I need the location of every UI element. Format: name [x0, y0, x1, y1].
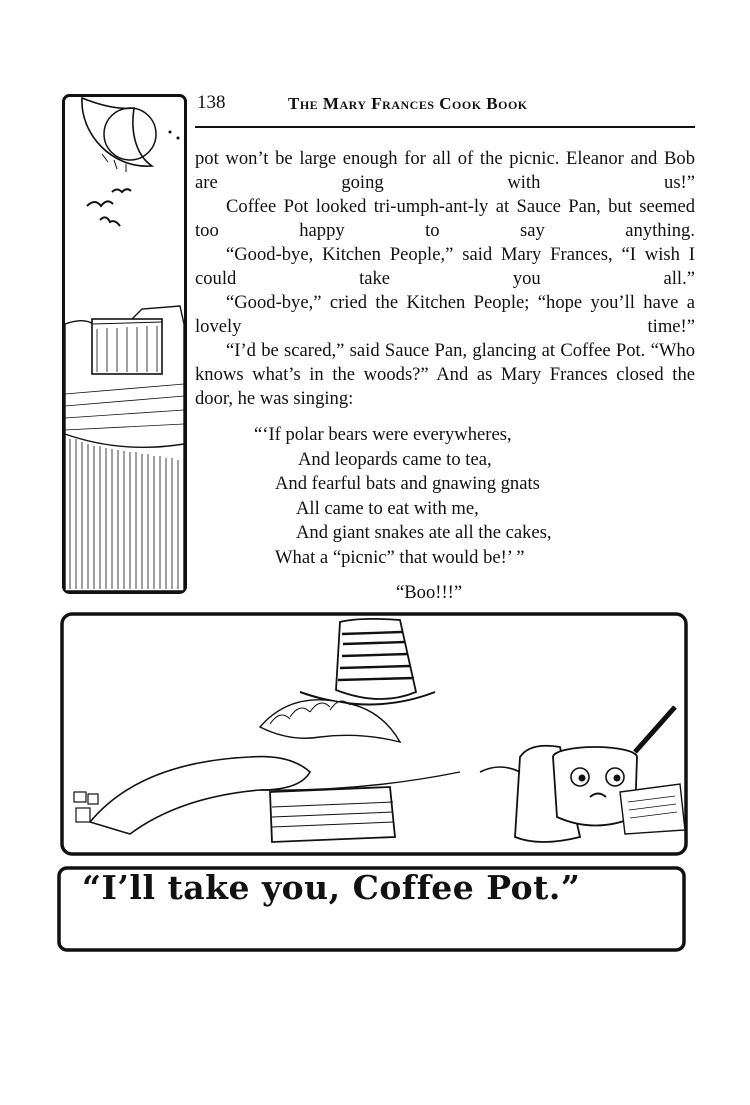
paragraph: pot won’t be large enough for all of the picnic. Eleanor and Bob are going with us!”: [195, 148, 695, 193]
page-number: 138: [197, 92, 226, 113]
exclamation: “Boo!!!”: [396, 582, 463, 603]
paragraph: Coffee Pot looked tri-umph-ant-ly at Sauce Pan, but seemed too happy to say anything.: [195, 196, 695, 241]
poem-line: And fearful bats and gnawing gnats: [275, 473, 540, 494]
poem-line: And giant snakes ate all the cakes,: [296, 522, 552, 543]
poem-line: And leopards came to tea,: [298, 448, 492, 470]
paragraph: “Good-bye,” cried the Kitchen People; “hope you’ll have a lovely time!”: [195, 292, 695, 337]
running-title: The Mary Frances Cook Book: [288, 94, 528, 113]
side-illustration: [62, 94, 187, 594]
poem-line: All came to eat with me,: [296, 497, 479, 519]
paragraph: “I’d be scared,” said Sauce Pan, glancing at Coffee Pot. “Who knows what’s in the woods?” And as Mary Frances closed the door, he was singing:: [195, 340, 695, 409]
poem-line: “‘If polar bears were everywheres,: [254, 424, 512, 445]
caption-text: “I’ll take you, Coffee Pot.”: [82, 868, 581, 907]
header-rule: [195, 126, 695, 128]
kitchen-people-illustration: [60, 612, 688, 856]
poem-line: What a “picnic” that would be!’ ”: [275, 546, 525, 568]
body-text: [195, 147, 695, 411]
poem: [254, 423, 552, 570]
paragraph: “Good-bye, Kitchen People,” said Mary Frances, “I wish I could take you all.”: [195, 244, 695, 289]
